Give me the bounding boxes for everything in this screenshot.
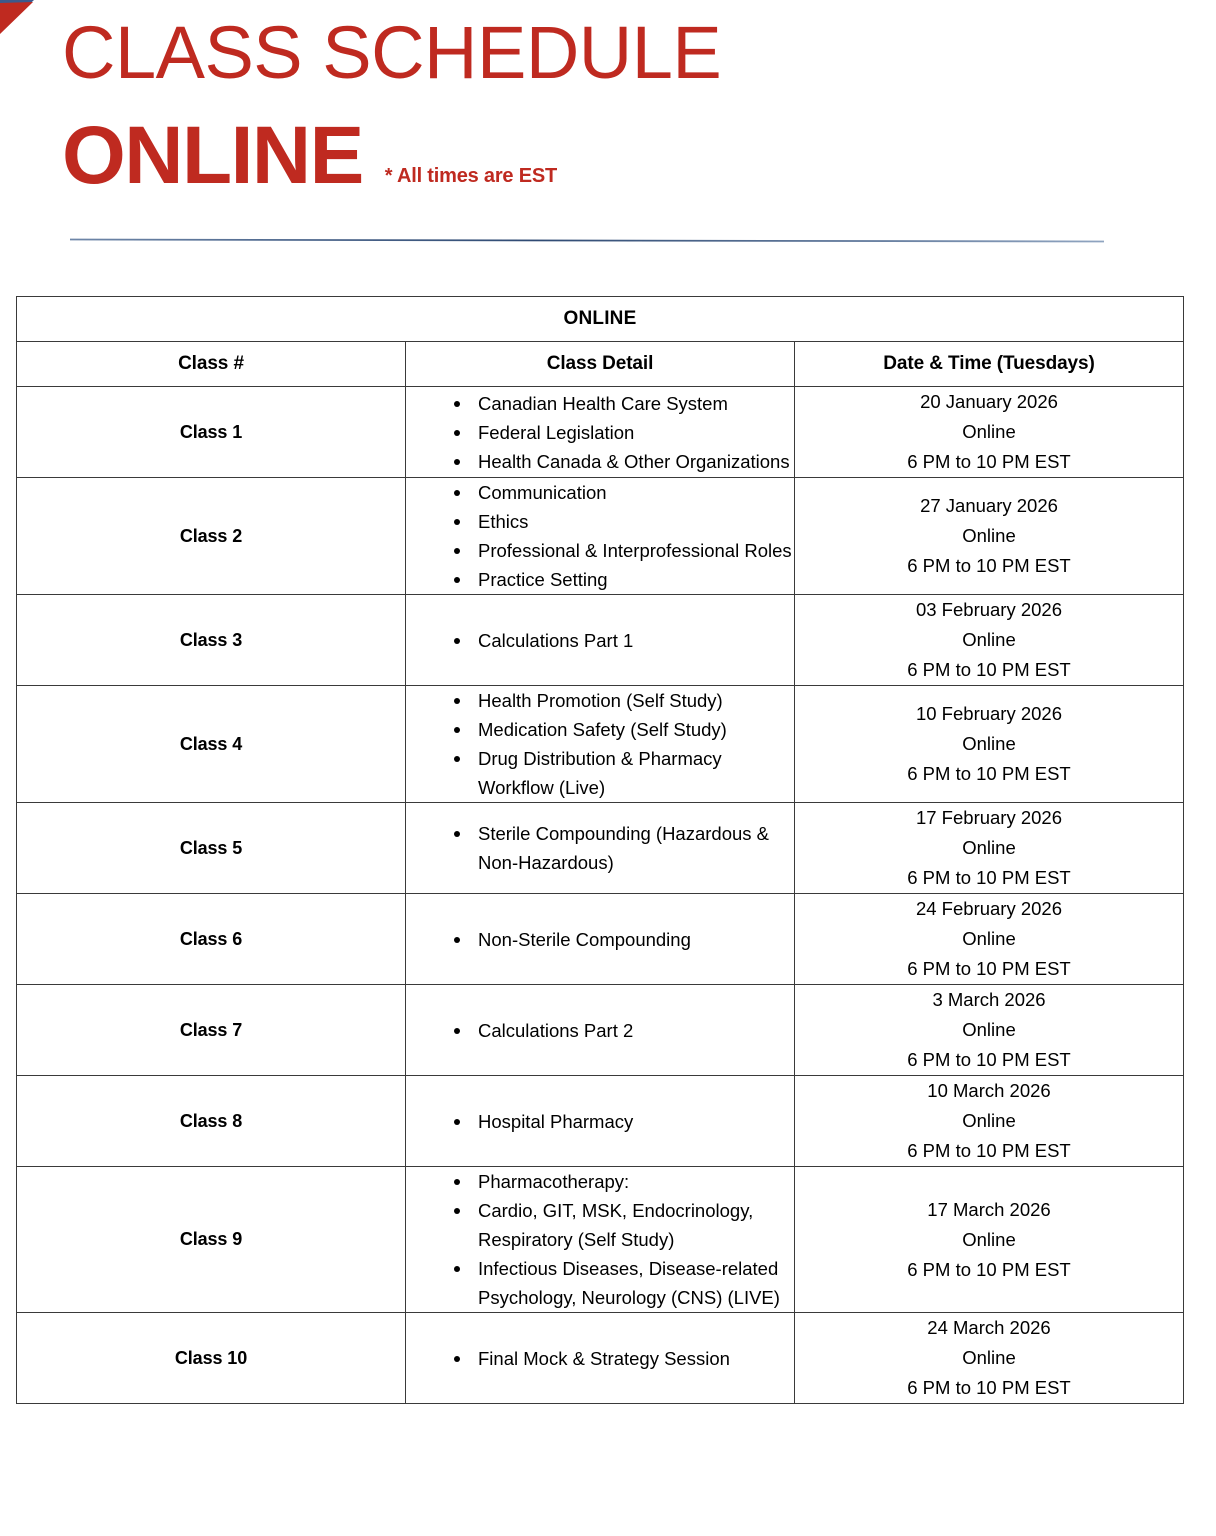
date-time-mode: Online <box>962 1019 1016 1040</box>
cell-class-detail <box>406 1313 795 1404</box>
table-row <box>17 1167 1184 1313</box>
column-header-class-detail: Class Detail <box>406 342 795 387</box>
date-time-time: 6 PM to 10 PM EST <box>907 451 1071 472</box>
class-detail-list <box>406 1107 794 1136</box>
cell-date-time <box>795 1167 1184 1313</box>
table-row <box>17 595 1184 686</box>
table-row <box>17 985 1184 1076</box>
date-time-date: 3 March 2026 <box>932 989 1046 1010</box>
cell-class-detail <box>406 1167 795 1313</box>
class-detail-item: Cardio, GIT, MSK, Endocrinology, Respiratory (Self Study) <box>452 1196 794 1254</box>
cell-class-detail <box>406 803 795 894</box>
class-detail-item: Infectious Diseases, Disease-related Psychology, Neurology (CNS) (LIVE) <box>452 1254 794 1312</box>
class-detail-item: Calculations Part 2 <box>452 1016 794 1045</box>
class-detail-list <box>406 1016 794 1045</box>
class-detail-list <box>406 1167 794 1312</box>
date-time-date: 17 February 2026 <box>915 807 1063 828</box>
class-detail-item: Health Promotion (Self Study) <box>452 686 794 715</box>
date-time-time: 6 PM to 10 PM EST <box>907 1377 1071 1398</box>
class-detail-list <box>406 1344 794 1373</box>
table-row <box>17 478 1184 595</box>
date-time-mode: Online <box>962 629 1016 650</box>
cell-class-detail <box>406 387 795 478</box>
date-time-mode: Online <box>962 1228 1016 1250</box>
class-detail-item: Canadian Health Care System <box>452 389 794 418</box>
cell-date-time <box>795 478 1184 595</box>
cell-class-number: Class 9 <box>17 1167 406 1313</box>
table-row <box>17 894 1184 985</box>
column-header-date-time: Date & Time (Tuesdays) <box>795 342 1184 387</box>
class-detail-item: Hospital Pharmacy <box>452 1107 794 1136</box>
cell-class-detail <box>406 595 795 686</box>
class-detail-item: Communication <box>452 478 794 507</box>
class-detail-item: Pharmacotherapy: <box>452 1167 794 1196</box>
date-time-date: 10 February 2026 <box>915 703 1063 724</box>
cell-date-time <box>795 1076 1184 1167</box>
class-detail-list <box>406 686 794 802</box>
cell-date-time <box>795 894 1184 985</box>
table-body <box>17 387 1184 1404</box>
page-subtitle-row <box>62 108 557 204</box>
class-detail-item: Medication Safety (Self Study) <box>452 715 794 744</box>
cell-class-number: Class 3 <box>17 595 406 686</box>
cell-class-detail <box>406 478 795 595</box>
date-time-date: 24 March 2026 <box>927 1317 1051 1338</box>
class-detail-item: Ethics <box>452 507 794 536</box>
date-time-mode: Online <box>962 928 1016 949</box>
date-time-mode: Online <box>962 1110 1016 1131</box>
cell-date-time <box>795 686 1184 803</box>
cell-class-detail <box>406 1076 795 1167</box>
class-detail-item: Final Mock & Strategy Session <box>452 1344 794 1373</box>
cell-class-detail <box>406 894 795 985</box>
header-divider <box>70 238 1104 243</box>
class-detail-list <box>406 626 794 655</box>
table-banner-row <box>17 297 1184 342</box>
date-time-date: 03 February 2026 <box>915 599 1063 620</box>
date-time-date: 24 February 2026 <box>915 898 1063 919</box>
class-detail-list <box>406 478 794 594</box>
page-title: CLASS SCHEDULE <box>62 11 722 94</box>
class-detail-item: Drug Distribution & Pharmacy Workflow (Live) <box>452 744 794 802</box>
table-row <box>17 1313 1184 1404</box>
cell-class-number: Class 1 <box>17 387 406 478</box>
table-row <box>17 1076 1184 1167</box>
cell-class-number: Class 5 <box>17 803 406 894</box>
date-time-date: 20 January 2026 <box>920 391 1058 412</box>
cell-date-time <box>795 1313 1184 1404</box>
date-time-time: 6 PM to 10 PM EST <box>907 1140 1071 1161</box>
table-banner: ONLINE <box>17 297 1184 342</box>
date-time-mode: Online <box>962 1347 1016 1368</box>
column-header-class-no: Class # <box>17 342 406 387</box>
class-detail-item: Sterile Compounding (Hazardous & Non-Hazardous) <box>452 819 794 877</box>
date-time-time: 6 PM to 10 PM EST <box>907 958 1071 979</box>
date-time-date: 27 January 2026 <box>920 495 1058 516</box>
class-detail-item: Health Canada & Other Organizations <box>452 447 794 476</box>
cell-date-time <box>795 803 1184 894</box>
class-detail-list <box>406 819 794 877</box>
cell-date-time <box>795 387 1184 478</box>
date-time-time: 6 PM to 10 PM EST <box>907 1258 1071 1280</box>
class-detail-item: Federal Legislation <box>452 418 794 447</box>
date-time-mode: Online <box>962 837 1016 858</box>
table-header-row <box>17 342 1184 387</box>
class-detail-item: Non-Sterile Compounding <box>452 925 794 954</box>
date-time-mode: Online <box>962 525 1016 546</box>
class-detail-item: Calculations Part 1 <box>452 626 794 655</box>
table-row <box>17 387 1184 478</box>
cell-class-number: Class 7 <box>17 985 406 1076</box>
date-time-time: 6 PM to 10 PM EST <box>907 763 1071 784</box>
cell-class-detail <box>406 686 795 803</box>
date-time-mode: Online <box>962 421 1016 442</box>
cell-date-time <box>795 985 1184 1076</box>
corner-decoration-icon <box>0 0 56 44</box>
cell-class-number: Class 4 <box>17 686 406 803</box>
cell-class-number: Class 8 <box>17 1076 406 1167</box>
date-time-time: 6 PM to 10 PM EST <box>907 659 1071 680</box>
date-time-mode: Online <box>962 733 1016 754</box>
date-time-time: 6 PM to 10 PM EST <box>907 867 1071 888</box>
date-time-date: 10 March 2026 <box>927 1080 1051 1101</box>
date-time-date: 17 March 2026 <box>927 1198 1051 1220</box>
table-head <box>17 297 1184 387</box>
class-detail-list <box>406 389 794 476</box>
date-time-time: 6 PM to 10 PM EST <box>907 555 1071 576</box>
table-row <box>17 803 1184 894</box>
timezone-note: * All times are EST <box>384 165 557 187</box>
class-detail-item: Professional & Interprofessional Roles <box>452 536 794 565</box>
cell-class-number: Class 2 <box>17 478 406 595</box>
class-detail-item: Practice Setting <box>452 565 794 594</box>
table-row <box>17 686 1184 803</box>
cell-class-detail <box>406 985 795 1076</box>
class-detail-list <box>406 925 794 954</box>
cell-class-number: Class 6 <box>17 894 406 985</box>
date-time-time: 6 PM to 10 PM EST <box>907 1049 1071 1070</box>
class-schedule-table <box>16 296 1184 1404</box>
cell-date-time <box>795 595 1184 686</box>
cell-class-number: Class 10 <box>17 1313 406 1404</box>
page-subtitle: ONLINE <box>62 110 363 201</box>
